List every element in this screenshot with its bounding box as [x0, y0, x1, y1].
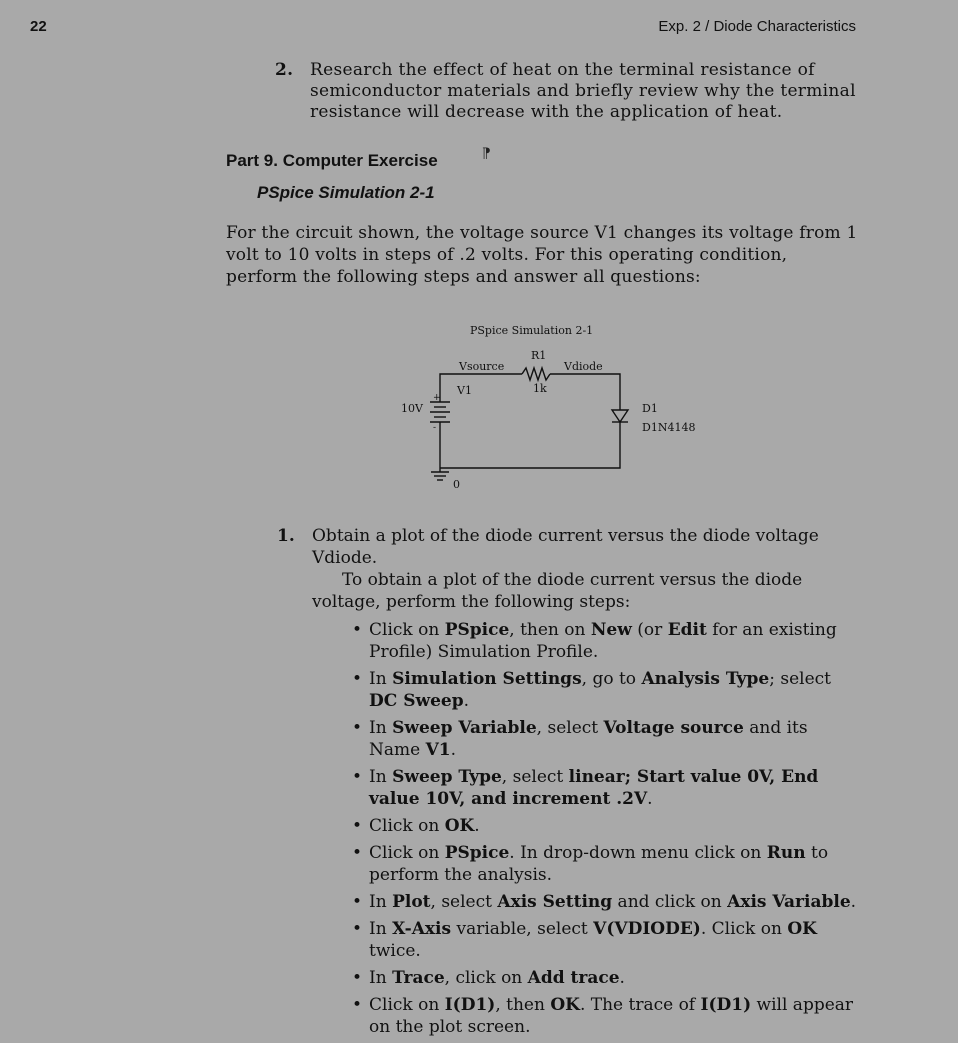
step-1-line: Obtain a plot of the diode current versus the diode voltage Vdiode. [312, 526, 819, 568]
subsection-heading: PSpice Simulation 2-1 [257, 183, 435, 202]
circuit-diagram [380, 318, 720, 498]
step-number: 1. [277, 526, 295, 546]
section-heading: Part 9. Computer Exercise [226, 151, 438, 170]
question-2 [275, 60, 865, 123]
list-item: • In X-Axis variable, select V(VDIODE). Click on OK twice. [312, 918, 862, 962]
intro-paragraph: For the circuit shown, the voltage source V1 changes its voltage from 1 volt to 10 volts in steps of .2 volts. For this operating condition, perform the following steps and answer all questions: [226, 223, 858, 287]
minus-sign: - [433, 423, 437, 433]
list-item: • Click on OK. [312, 815, 862, 837]
r1-label: R1 [531, 349, 547, 362]
steps-list [312, 619, 862, 1038]
running-header: Exp. 2 / Diode Characteristics [658, 18, 856, 35]
page-number: 22 [30, 18, 47, 35]
list-item: • In Simulation Settings, go to Analysis Type; select DC Sweep. [312, 668, 862, 712]
list-item: • Click on PSpice, then on New (or Edit for an existing Profile) Simulation Profile. [312, 619, 862, 663]
wire [440, 422, 620, 468]
ground-label: 0 [453, 478, 460, 491]
r1-value: 1k [533, 382, 547, 395]
wire [550, 374, 620, 410]
list-item: • In Trace, click on Add trace. [312, 967, 862, 989]
list-item: • In Sweep Variable, select Voltage source and its Name V1. [312, 717, 862, 761]
d1-model: D1N4148 [642, 421, 696, 434]
vsource-label: Vsource [459, 360, 505, 373]
vdiode-label: Vdiode [564, 360, 603, 373]
circuit-title: PSpice Simulation 2-1 [470, 324, 594, 337]
wire [440, 374, 522, 388]
list-item: • Click on I(D1), then OK. The trace of I(D1) will appear on the plot screen. [312, 994, 862, 1038]
list-item: • In Sweep Type, select linear; Start value 0V, End value 10V, and increment .2V. [312, 766, 862, 810]
diode-symbol [612, 410, 628, 422]
question-number: 2. [275, 60, 294, 80]
question-text: Research the effect of heat on the terminal resistance of semiconductor materials and briefly review why the terminal resistance will decrease with the application of heat. [310, 60, 856, 122]
step-1-instructions: To obtain a plot of the diode current versus the diode voltage, perform the following steps: [312, 570, 803, 612]
v1-label: V1 [457, 384, 472, 397]
d1-label: D1 [642, 402, 658, 415]
step-1 [277, 525, 862, 1043]
plus-sign: + [433, 393, 441, 403]
resistor-symbol [522, 368, 550, 380]
v1-value: 10V [401, 402, 423, 415]
list-item: • In Plot, select Axis Setting and click on Axis Variable. [312, 891, 862, 913]
pencil-mark: ⁋ [482, 146, 491, 162]
list-item: • Click on PSpice. In drop-down menu click on Run to perform the analysis. [312, 842, 862, 886]
